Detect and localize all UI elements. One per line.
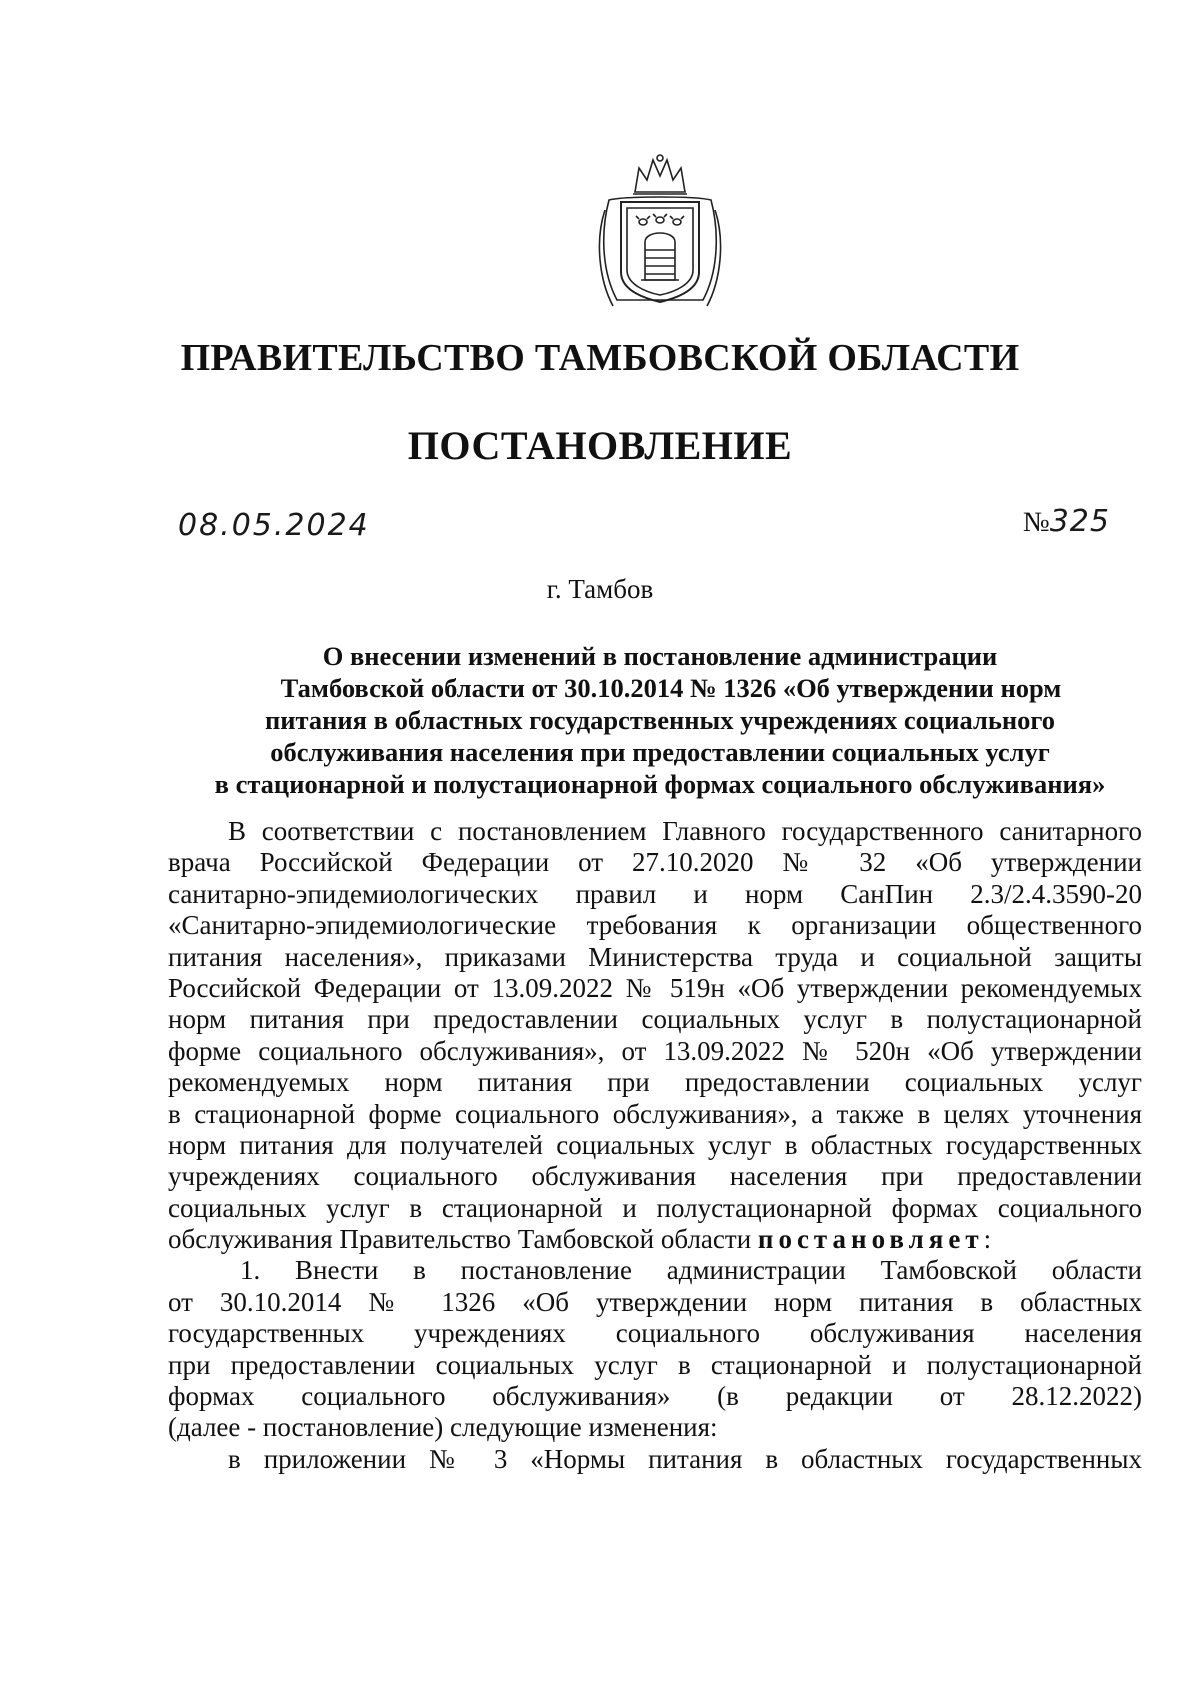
document-date: 08.05.2024 [178,508,370,543]
body-line: питания населения», приказами Министерства труда и социальной защиты [168,941,1142,972]
body-line: учреждениях социального обслуживания населения при предоставлении [168,1161,1142,1192]
title-line: питания в областных государственных учреждениях социального [265,705,1055,735]
title-line: Тамбовской области от 30.10.2014 № 1326 «Об утверждении норм [280,673,1062,703]
body-line: «Санитарно-эпидемиологические требования к организации общественного [168,910,1142,941]
document-number-value: 325 [1049,504,1110,539]
document-number [1023,504,1110,539]
city: г. Тамбов [546,574,654,604]
body-text: : [983,1224,992,1255]
issuing-authority: ПРАВИТЕЛЬСТВО ТАМБОВСКОЙ ОБЛАСТИ [180,337,1020,379]
coat-of-arms-emblem [595,150,725,312]
body-text: обслуживания Правительство Тамбовской области [168,1224,758,1255]
document-title [170,640,1150,800]
body-line: В соответствии с постановлением Главного государственного санитарного [228,816,1142,846]
title-line: О внесении изменений в постановление администрации [322,641,998,671]
paragraph-preamble [168,816,1142,1255]
paragraph-item-1 [168,1255,1142,1443]
body-line: государственных учреждениях социального обслуживания населения [168,1318,1142,1349]
body-line: врача Российской Федерации от 27.10.2020 № 32 «Об утверждении [168,847,1142,878]
body-line: формах социального обслуживания» (в редакции от 28.12.2022) [168,1381,1142,1412]
body-line: Российской Федерации от 13.09.2022 № 519н «Об утверждении рекомендуемых [168,972,1142,1003]
number-sign: № [1023,507,1050,538]
body-line: от 30.10.2014 № 1326 «Об утверждении норм питания в областных [168,1286,1142,1317]
body-line: норм питания для получателей социальных услуг в областных государственных [168,1129,1142,1160]
body-line [168,1224,1142,1255]
paragraph-annex [168,1444,1142,1475]
body-line: санитарно-эпидемиологических правил и норм СанПин 2.3/2.4.3590-20 [168,878,1142,909]
body-line: норм питания при предоставлении социальных услуг в полустационарной [168,1004,1142,1035]
body-line: рекомендуемых норм питания при предоставлении социальных услуг [168,1067,1142,1098]
title-line: обслуживания населения при предоставлении социальных услуг [270,737,1050,767]
document-type: ПОСТАНОВЛЕНИЕ [407,423,793,468]
decree-word: постановляет [757,1224,984,1255]
title-line: в стационарной и полустационарной формах социального обслуживания» [214,769,1106,799]
body-line: при предоставлении социальных услуг в стационарной и полустационарной [168,1349,1142,1380]
body-line: в приложении № 3 «Нормы питания в областных государственных [228,1443,1142,1474]
body-line: (далее - постановление) следующие изменения: [168,1412,718,1443]
document-body [168,816,1142,1475]
body-line: 1. Внести в постановление администрации Тамбовской области [240,1255,1142,1286]
body-line: в стационарной форме социального обслуживания», а также в целях уточнения [168,1098,1142,1129]
body-line: форме социального обслуживания», от 13.09.2022 № 520н «Об утверждении [168,1035,1142,1066]
body-line: социальных услуг в стационарной и полустационарной формах социального [168,1192,1142,1223]
